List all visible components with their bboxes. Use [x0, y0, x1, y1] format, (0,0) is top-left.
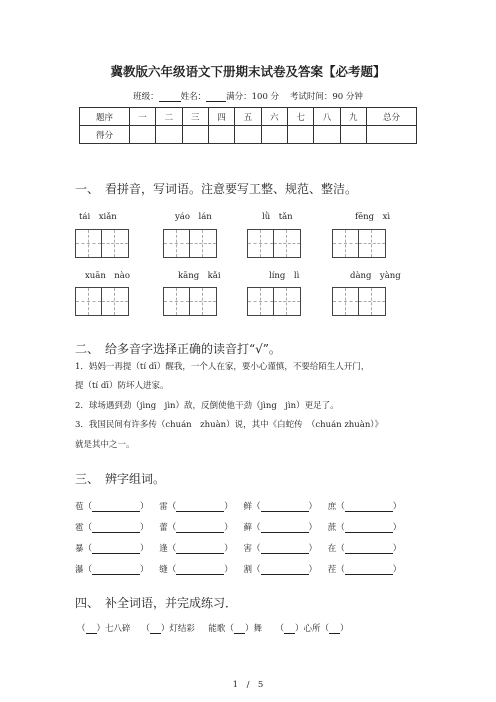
answer-line[interactable] [261, 565, 309, 575]
char-item: 在（ ） [327, 544, 402, 554]
idiom-row: （ ）七八碎 （ ）灯结彩 能歌（ ）舞 （ ）心所（ ） [77, 624, 349, 634]
answer-line[interactable] [261, 544, 309, 554]
score-row [80, 126, 417, 144]
writing-grid[interactable] [75, 287, 129, 316]
pinyin-label: lǜ tǎn [262, 212, 293, 222]
section-2-heading: 二、 给多音字选择正确的读音打“√”。 [75, 342, 281, 356]
writing-grid[interactable] [247, 287, 301, 316]
word-group-row [75, 563, 401, 575]
char-item: 逢（ ） [159, 544, 233, 554]
char-item: 蕾（ ） [159, 523, 233, 533]
score-header-row [80, 108, 417, 126]
name-label: 姓名： [180, 92, 207, 102]
question-line: 1．妈妈一再提（tí dī）醒我，一个人在家，要小心谨慎，不要给陌生人开门， [75, 362, 370, 372]
char-item: 瀑（ ） [75, 565, 149, 575]
score-header: 三 [182, 108, 208, 126]
answer-line[interactable] [176, 523, 224, 533]
score-header: 题序 [80, 108, 130, 126]
page-title: 冀教版六年级语文下册期末试卷及答案【必考题】 [110, 64, 386, 79]
score-cell[interactable] [182, 126, 208, 144]
answer-line[interactable] [92, 565, 140, 575]
writing-grid[interactable] [332, 229, 386, 258]
score-row-label: 得分 [80, 126, 130, 144]
answer-line[interactable] [234, 624, 245, 634]
char-item: 害（ ） [243, 544, 318, 554]
score-header: 五 [235, 108, 261, 126]
pinyin-label: xuān nào [85, 271, 130, 281]
answer-line[interactable] [284, 624, 295, 634]
answer-line[interactable] [345, 565, 393, 575]
writing-grid[interactable] [332, 287, 386, 316]
score-header: 一 [129, 108, 155, 126]
score-header: 四 [208, 108, 234, 126]
exam-info [0, 90, 496, 102]
score-cell[interactable] [129, 126, 155, 144]
idiom-text: 舞 [253, 624, 262, 634]
score-cell[interactable] [287, 126, 313, 144]
answer-line[interactable] [86, 624, 97, 634]
answer-line[interactable] [92, 502, 140, 512]
class-blank [159, 92, 181, 102]
answer-line[interactable] [345, 544, 393, 554]
pinyin-label: tái xiǎn [79, 212, 117, 222]
score-table [79, 107, 417, 144]
answer-line[interactable] [261, 523, 309, 533]
word-group-row [75, 542, 401, 554]
pinyin-label: dàng yàng [350, 271, 401, 281]
section-1-heading: 一、 看拼音，写词语。注意要写工整、规范、整洁。 [75, 182, 358, 196]
char-item: 雹（ ） [75, 523, 149, 533]
section-4-heading: 四、 补全词语，并完成练习． [75, 596, 238, 610]
idiom-text: 灯结彩 [169, 624, 195, 634]
question-line: 2．球场遇到劲（jìng jìn）敌，反倒使他干劲（jìng jìn）更足了。 [75, 401, 339, 411]
answer-line[interactable] [150, 624, 161, 634]
idiom-text: 七八碎 [105, 624, 131, 634]
pinyin-label: yáo lán [175, 212, 212, 222]
score-header: 六 [261, 108, 287, 126]
char-item: 藓（ ） [243, 523, 318, 533]
answer-line[interactable] [329, 624, 340, 634]
char-item: 庶（ ） [327, 502, 402, 512]
class-label: 班级： [133, 92, 159, 102]
answer-line[interactable] [345, 502, 393, 512]
score-header: 七 [287, 108, 313, 126]
idiom-text: 能歌 [208, 624, 226, 634]
answer-line[interactable] [176, 544, 224, 554]
pinyin-label: líng lì [269, 271, 300, 281]
answer-line[interactable] [261, 502, 309, 512]
answer-line[interactable] [176, 565, 224, 575]
score-header: 总分 [366, 108, 416, 126]
word-group-row [75, 521, 401, 533]
char-item: 缝（ ） [159, 565, 233, 575]
score-cell[interactable] [340, 126, 366, 144]
score-header: 二 [156, 108, 182, 126]
pinyin-label: fēng xì [355, 212, 391, 222]
char-item: 割（ ） [243, 565, 318, 575]
score-cell[interactable] [235, 126, 261, 144]
char-item: 茬（ ） [327, 565, 402, 575]
section-3-heading: 三、 辨字组词。 [75, 472, 166, 486]
score-header: 九 [340, 108, 366, 126]
question-line: 提（tí dī）防坏人进家。 [75, 381, 169, 391]
word-group-row [75, 500, 401, 512]
name-blank [206, 92, 226, 102]
char-item: 雷（ ） [159, 502, 233, 512]
full-score: 满分：100 分 [226, 92, 280, 102]
char-item: 鲜（ ） [243, 502, 318, 512]
page-number: 1 / 5 [232, 680, 264, 690]
score-header: 八 [314, 108, 340, 126]
score-cell[interactable] [314, 126, 340, 144]
writing-grid[interactable] [247, 229, 301, 258]
score-cell[interactable] [366, 126, 416, 144]
question-line: 3．我国民间有许多传（chuán zhuàn）说，其中《白蛇传 （chuán zhuàn）》 [75, 420, 384, 430]
score-cell[interactable] [261, 126, 287, 144]
answer-line[interactable] [92, 544, 140, 554]
idiom-text: 心所 [303, 624, 321, 634]
answer-line[interactable] [345, 523, 393, 533]
score-cell[interactable] [156, 126, 182, 144]
question-line: 就是其中之一。 [75, 440, 135, 450]
char-item: 蔗（ ） [327, 523, 402, 533]
writing-grid[interactable] [163, 229, 217, 258]
pinyin-label: kāng kǎi [178, 271, 221, 281]
answer-line[interactable] [176, 502, 224, 512]
exam-time: 考试时间：90 分钟 [289, 92, 363, 102]
char-item: 苞（ ） [75, 502, 149, 512]
answer-line[interactable] [92, 523, 140, 533]
score-cell[interactable] [208, 126, 234, 144]
writing-grid[interactable] [163, 287, 217, 316]
char-item: 暴（ ） [75, 544, 149, 554]
writing-grid[interactable] [75, 229, 129, 258]
